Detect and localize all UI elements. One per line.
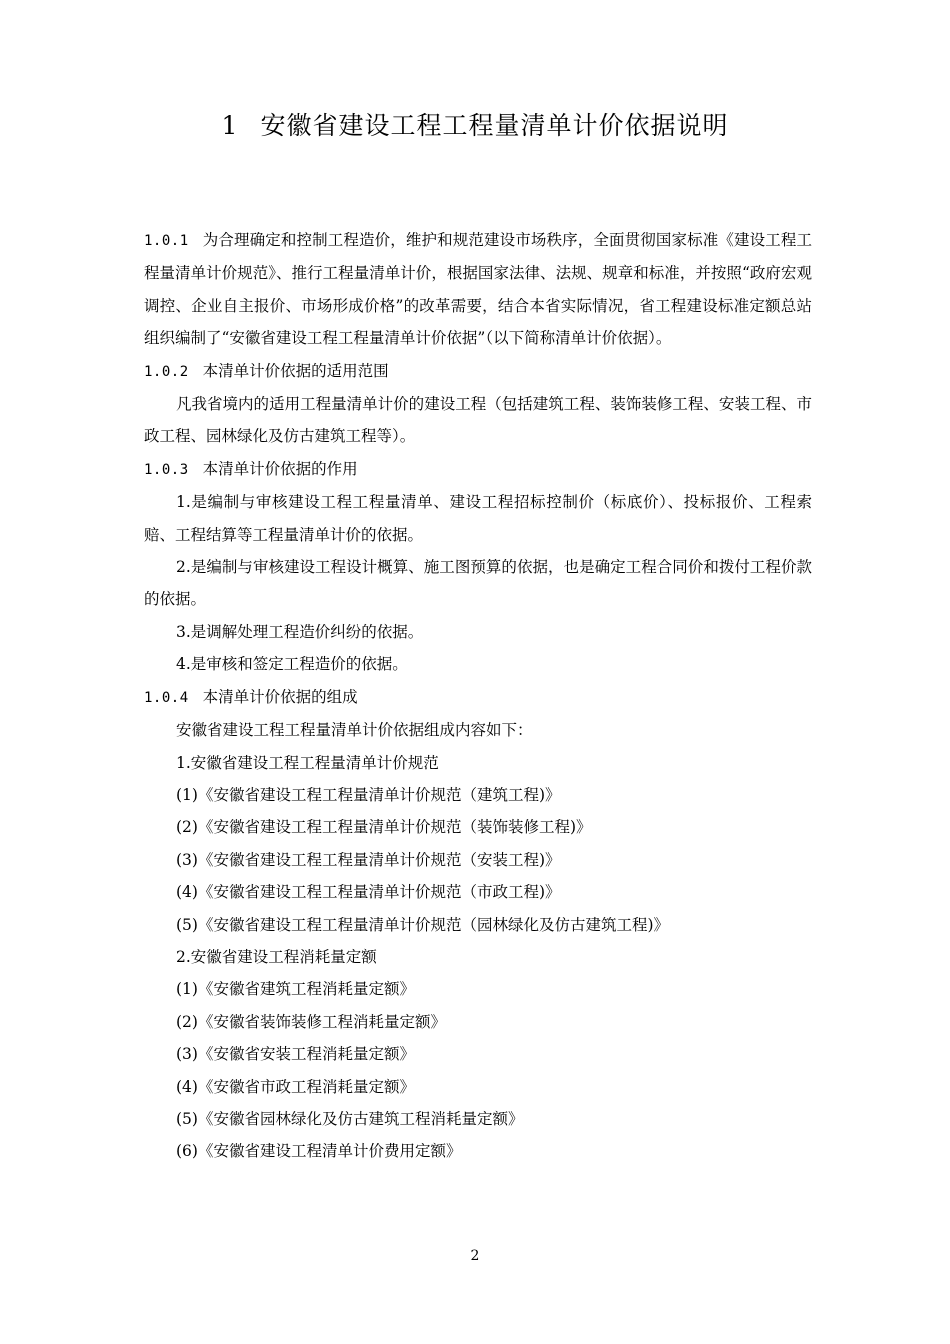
- list-item: (4)《安徽省市政工程消耗量定额》: [176, 1077, 415, 1096]
- section-1-0-4-heading: [144, 681, 812, 714]
- page-number: 2: [470, 1248, 480, 1264]
- list-item: (6)《安徽省建设工程清单计价费用定额》: [176, 1142, 462, 1161]
- list-item: 4.是审核和签定工程造价的依据。: [176, 655, 408, 674]
- section-1-0-1: [144, 224, 812, 355]
- group-title: 1.安徽省建设工程工程量清单计价规范: [176, 753, 439, 772]
- list-item: 3.是调解处理工程造价纠纷的依据。: [176, 622, 424, 641]
- section-1-0-2-heading: [144, 355, 812, 388]
- list-item: (2)《安徽省装饰装修工程消耗量定额》: [176, 1012, 446, 1031]
- list-item: (3)《安徽省安装工程消耗量定额》: [176, 1045, 415, 1064]
- list-item: (3)《安徽省建设工程工程量清单计价规范（安装工程)》: [176, 850, 561, 869]
- section-number: 1.0.3: [144, 461, 189, 478]
- list-item: (5)《安徽省园林绿化及仿古建筑工程消耗量定额》: [176, 1109, 524, 1128]
- section-heading: 本清单计价依据的组成: [202, 687, 358, 706]
- list-item: 1.是编制与审核建设工程工程量清单、建设工程招标控制价（标底价）、投标报价、工程索赔、工程结算等工程量清单计价的依据。: [144, 493, 812, 544]
- list-item: 2.是编制与审核建设工程设计概算、施工图预算的依据，也是确定工程合同价和拨付工程价款的依据。: [144, 558, 812, 609]
- section-text: 为合理确定和控制工程造价，维护和规范建设市场秩序，全面贯彻国家标准《建设工程工程量清单计价规范》、推行工程量清单计价，根据国家法律、法规、规章和标准，并按照“政府宏观调控、企业自主报价、市场形成价格”的改革需要，结合本省实际情况，省工程建设标准定额总站组织编制了“安徽省建设工程工程量清单计价依据”（以下简称清单计价依据）。: [144, 231, 812, 348]
- list-item: (1)《安徽省建筑工程消耗量定额》: [176, 980, 415, 999]
- page-title: [0, 106, 950, 146]
- list-item: (1)《安徽省建设工程工程量清单计价规范（建筑工程)》: [176, 785, 561, 804]
- section-intro: 安徽省建设工程工程量清单计价依据组成内容如下：: [176, 721, 533, 740]
- chapter-number: 1: [221, 111, 239, 140]
- list-item: (2)《安徽省建设工程工程量清单计价规范（装饰装修工程)》: [176, 818, 592, 837]
- section-1-0-2-text: 凡我省境内的适用工程量清单计价的建设工程（包括建筑工程、装饰装修工程、安装工程、市政工程、园林绿化及仿古建筑工程等）。: [144, 395, 812, 446]
- group-title: 2.安徽省建设工程消耗量定额: [176, 947, 377, 966]
- list-item: (5)《安徽省建设工程工程量清单计价规范（园林绿化及仿古建筑工程)》: [176, 915, 670, 934]
- section-heading: 本清单计价依据的适用范围: [202, 361, 389, 380]
- document-body: [144, 224, 812, 1168]
- section-number: 1.0.1: [144, 233, 189, 249]
- section-number: 1.0.2: [144, 363, 189, 380]
- list-item: (4)《安徽省建设工程工程量清单计价规范（市政工程)》: [176, 883, 561, 902]
- section-heading: 本清单计价依据的作用: [202, 459, 358, 478]
- section-number: 1.0.4: [144, 689, 189, 706]
- chapter-title: 安徽省建设工程工程量清单计价依据说明: [260, 111, 729, 140]
- section-1-0-3-heading: [144, 453, 812, 486]
